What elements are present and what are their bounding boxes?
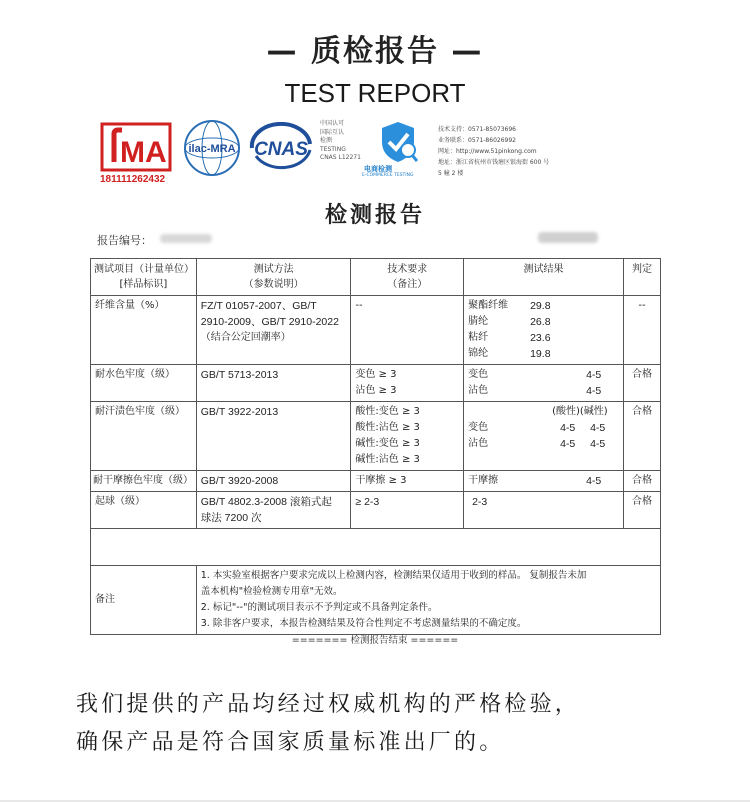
cma-logo-icon xyxy=(100,122,172,172)
dry-verdict: 合格 xyxy=(624,471,661,492)
report-end-marker: ======= 检测报告结束 ====== xyxy=(291,635,459,646)
ilac-mra-logo-text: ilac-MRA xyxy=(188,143,236,155)
water-result: 变色 4-5 沾色 4-5 xyxy=(464,365,624,402)
cert-line-5: CNAS L12271 xyxy=(320,154,361,161)
table-row-pilling xyxy=(91,492,661,529)
pill-verdict: 合格 xyxy=(624,492,661,529)
contact-line-5: 5 幢 2 楼 xyxy=(438,170,464,177)
pill-method: GB/T 4802.3-2008 滚箱式起 球法 7200 次 xyxy=(196,492,351,529)
sweat-result: (酸性)(碱性) 变色 4-5 4-5 沾色 4-5 4-5 xyxy=(464,402,624,471)
redacted-date xyxy=(538,232,598,243)
water-req: 变色 ≥ 3 沾色 ≥ 3 xyxy=(351,365,464,402)
report-number-label: 报告编号： xyxy=(97,234,152,247)
blank-cell xyxy=(91,529,661,566)
cert-line-2: 国际互认 xyxy=(320,128,345,136)
contact-line-4: 地址：浙江省杭州市钱塘区银海街 600 号 xyxy=(438,159,550,166)
water-verdict: 合格 xyxy=(624,365,661,402)
notes-label: 备注 xyxy=(91,566,197,635)
table-row-sweat xyxy=(91,402,661,471)
contact-line-2: 业务联系：0571-86026992 xyxy=(438,137,516,144)
cert-line-4: TESTING xyxy=(320,145,346,153)
fiber-item: 纤维含量（%） xyxy=(91,296,197,365)
table-row-fiber xyxy=(91,296,661,365)
quality-statement-line-1: 我们提供的产品均经过权威机构的严格检验， xyxy=(76,692,581,717)
quality-statement xyxy=(76,686,580,762)
cert-line-3: 检测 xyxy=(320,137,333,144)
header-requirement: 技术要求 （备注） xyxy=(351,259,464,296)
e-commerce-shield-icon xyxy=(378,120,418,164)
page-title-en: TEST REPORT xyxy=(284,78,466,108)
header-result: 测试结果 xyxy=(464,259,624,296)
cert-text xyxy=(320,120,361,163)
notes-content: 1. 本实验室根据客户要求完成以上检测内容，检测结果仅适用于收到的样品。 复制报告未加 盖本机构"检验检测专用章"无效。 2. 标记"--"的测试项目表示不予判定或不具备判定条件。 3. 除非客户要求，本报告检测结果及符合性判定不考虑测量结果的不确定度。 xyxy=(196,566,660,635)
header-verdict: 判定 xyxy=(624,259,661,296)
header-item: 测试项目（计量单位） [样品标识] xyxy=(91,259,197,296)
cnas-logo-icon xyxy=(248,122,314,174)
table-row-notes xyxy=(91,566,661,635)
sweat-method: GB/T 3922-2013 xyxy=(196,402,351,471)
table-row-dry-rub xyxy=(91,471,661,492)
quality-statement-line-2: 确保产品是符合国家质量标准出厂的。 xyxy=(76,730,505,755)
shield-label: 电商检测 xyxy=(364,165,392,173)
dry-item: 耐干摩擦色牢度（级） xyxy=(91,471,197,492)
sweat-verdict: 合格 xyxy=(624,402,661,471)
dry-result: 干摩擦 4-5 xyxy=(464,471,624,492)
dry-method: GB/T 3920-2008 xyxy=(196,471,351,492)
report-heading: 检测报告 xyxy=(324,202,425,228)
fiber-verdict: -- xyxy=(624,296,661,365)
redacted-report-number xyxy=(160,234,212,243)
cert-line-1: 中国认可 xyxy=(320,120,345,127)
water-method: GB/T 5713-2013 xyxy=(196,365,351,402)
water-item: 耐水色牢度（级） xyxy=(91,365,197,402)
sweat-req: 酸性:变色 ≥ 3 酸性:沾色 ≥ 3 碱性:变色 ≥ 3 碱性:沾色 ≥ 3 xyxy=(351,402,464,471)
header-method: 测试方法 （参数说明） xyxy=(196,259,351,296)
cnas-logo-text: CNAS xyxy=(254,139,308,160)
contact-info xyxy=(438,124,549,179)
pill-result: 2-3 xyxy=(464,492,624,529)
contact-line-1: 技术支持：0571-85073696 xyxy=(438,126,516,133)
shield-sub: E-COMMERCE TESTING xyxy=(362,173,414,178)
certification-logos xyxy=(100,118,660,188)
table-row-blank xyxy=(91,529,661,566)
sweat-item: 耐汗渍色牢度（级） xyxy=(91,402,197,471)
table-header-row xyxy=(91,259,661,296)
cma-logo-text: MA xyxy=(120,136,167,169)
table-row-water xyxy=(91,365,661,402)
fiber-method: FZ/T 01057-2007、GB/T 2910-2009、GB/T 2910-2022 （结合公定回潮率） xyxy=(196,296,351,365)
fiber-result: 聚酯纤维 29.8 腈纶 26.8 粘纤 23.6 锦纶 19.8 xyxy=(464,296,624,365)
pill-req: ≥ 2-3 xyxy=(351,492,464,529)
pill-item: 起球（级） xyxy=(91,492,197,529)
fiber-req: -- xyxy=(351,296,464,365)
contact-line-3: 网址：http://www.51pinkong.com xyxy=(438,148,537,155)
test-results-table xyxy=(90,258,661,635)
ilac-mra-logo-icon xyxy=(182,118,242,178)
page-title-zh: — 质检报告 — xyxy=(266,34,484,69)
cma-phone: 181111262432 xyxy=(100,174,166,185)
dry-req: 干摩擦 ≥ 3 xyxy=(351,471,464,492)
